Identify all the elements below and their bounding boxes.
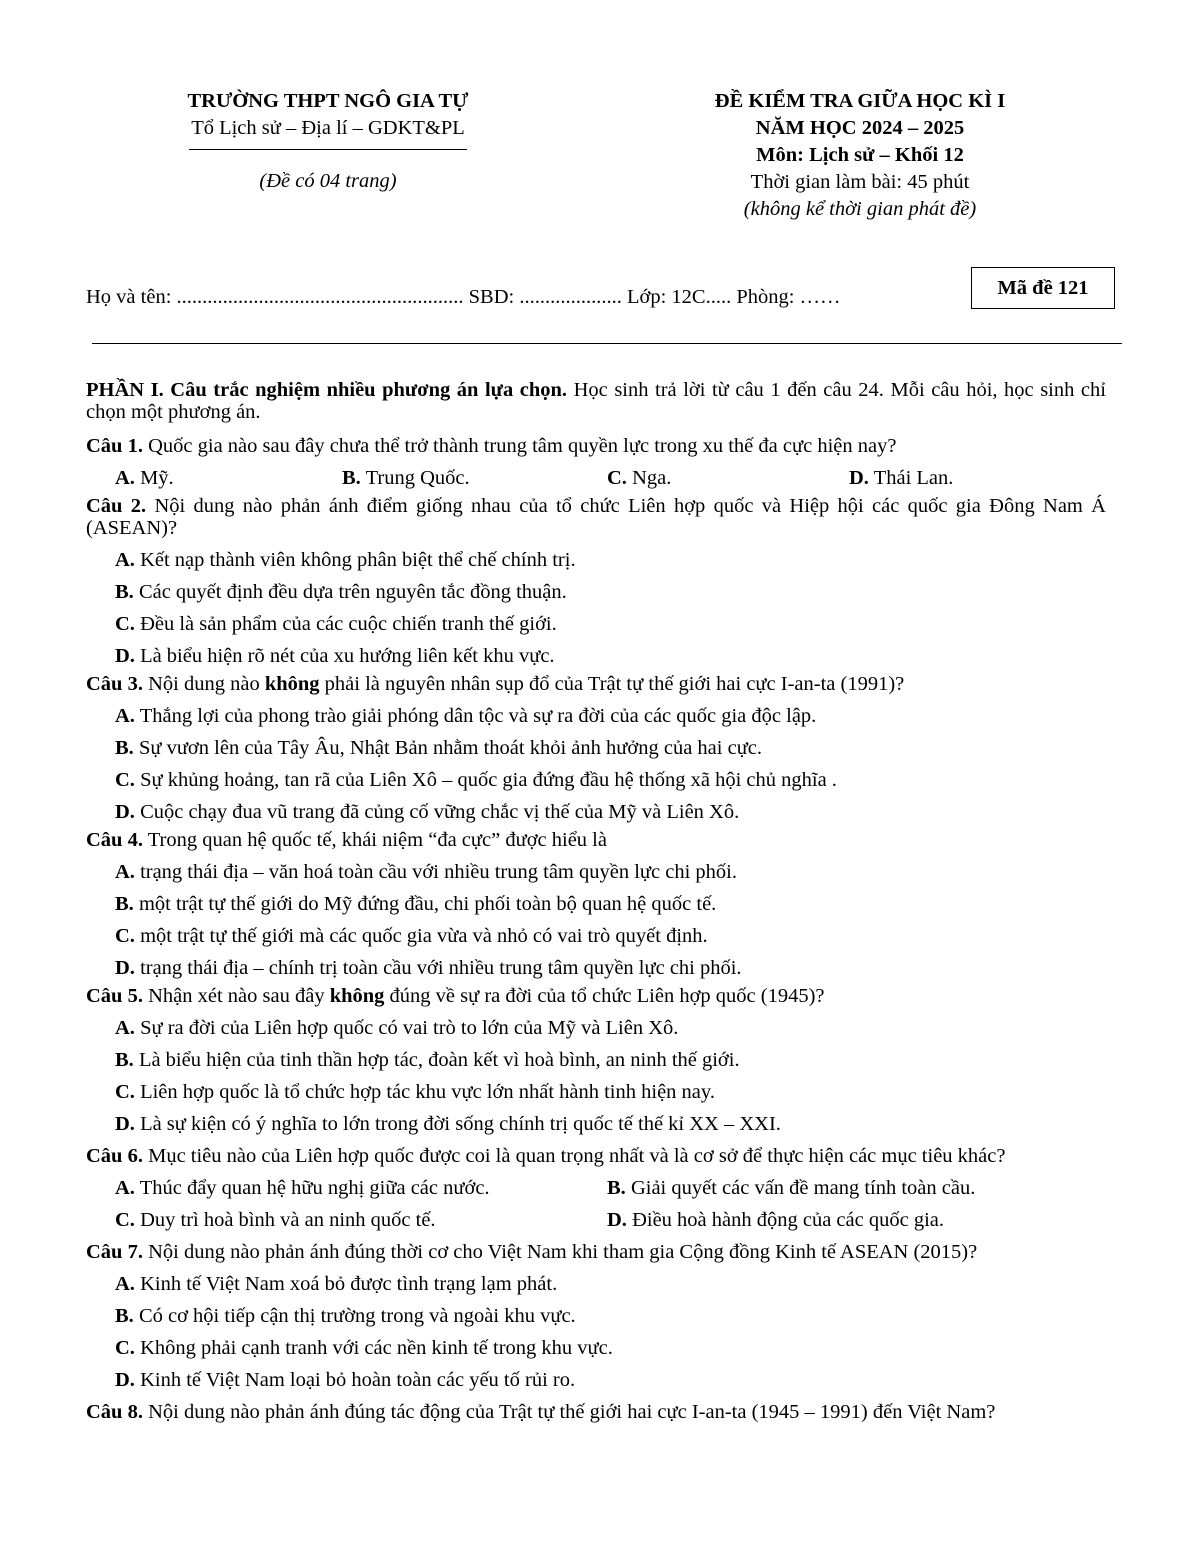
option-d bbox=[849, 467, 953, 489]
option-text: Sự khủng hoảng, tan rã của Liên Xô – quốc gia đứng đầu hệ thống xã hội chủ nghĩa . bbox=[134, 769, 837, 791]
question-emphasis: không bbox=[329, 985, 385, 1007]
school-name: TRƯỜNG THPT NGÔ GIA TỰ bbox=[187, 90, 469, 112]
header-right bbox=[660, 88, 1060, 223]
question-6-options-row-2 bbox=[115, 1209, 1106, 1231]
option-label: A. bbox=[115, 705, 135, 727]
option-text: Là biểu hiện rõ nét của xu hướng liên kết khu vực. bbox=[134, 645, 555, 667]
option-label: D. bbox=[115, 1369, 135, 1391]
option-c bbox=[115, 613, 1106, 635]
option-label: A. bbox=[115, 1017, 135, 1039]
option-b bbox=[115, 1305, 1106, 1327]
option-a bbox=[115, 549, 1106, 571]
question-6 bbox=[86, 1145, 1106, 1167]
header-divider bbox=[189, 149, 467, 150]
question-number: Câu 5. bbox=[86, 985, 143, 1007]
question-emphasis: không bbox=[264, 673, 320, 695]
option-label: A. bbox=[115, 549, 135, 571]
exam-title: ĐỀ KIỂM TRA GIỮA HỌC KÌ I bbox=[714, 90, 1006, 112]
option-c bbox=[115, 1337, 1106, 1359]
option-b bbox=[607, 1177, 1099, 1199]
option-label: B. bbox=[342, 467, 361, 489]
option-label: C. bbox=[115, 613, 135, 635]
question-5 bbox=[86, 985, 1106, 1007]
question-8 bbox=[86, 1401, 1106, 1423]
option-d bbox=[115, 1369, 1106, 1391]
option-b bbox=[115, 737, 1106, 759]
option-label: D. bbox=[849, 467, 869, 489]
section-instruction: Học sinh trả lời từ câu 1 đến câu 24. Mỗi câu hỏi, học sinh chỉ chọn một phương án. bbox=[86, 379, 1106, 423]
option-label: B. bbox=[115, 737, 134, 759]
option-text: Mỹ. bbox=[134, 467, 174, 489]
option-label: A. bbox=[115, 861, 135, 883]
option-label: C. bbox=[115, 1209, 135, 1231]
option-label: C. bbox=[115, 1081, 135, 1103]
school-year: NĂM HỌC 2024 – 2025 bbox=[755, 117, 965, 139]
duration-line: Thời gian làm bài: 45 phút bbox=[750, 171, 970, 193]
question-text: Nội dung nào phản ánh đúng tác động của Trật tự thế giới hai cực I-an-ta (1945 – 1991) đến Việt Nam? bbox=[142, 1401, 996, 1423]
separator-line bbox=[92, 343, 1122, 344]
option-label: C. bbox=[115, 1337, 135, 1359]
option-label: C. bbox=[607, 467, 627, 489]
option-text: trạng thái địa – văn hoá toàn cầu với nhiều trung tâm quyền lực chi phối. bbox=[134, 861, 737, 883]
question-number: Câu 6. bbox=[86, 1145, 143, 1167]
option-c bbox=[115, 925, 1106, 947]
question-text: Nội dung nào phản ánh đúng thời cơ cho Việt Nam khi tham gia Cộng đồng Kinh tế ASEAN (2015)? bbox=[142, 1241, 978, 1263]
option-text: Kinh tế Việt Nam loại bỏ hoàn toàn các yếu tố rủi ro. bbox=[134, 1369, 576, 1391]
option-text: Liên hợp quốc là tổ chức hợp tác khu vực lớn nhất hành tinh hiện nay. bbox=[134, 1081, 715, 1103]
student-info-line: Họ và tên: ........................................................ SBD: .................... Lớp: 12C..... Phòng: …… bbox=[86, 286, 841, 308]
option-text: Có cơ hội tiếp cận thị trường trong và ngoài khu vực. bbox=[133, 1305, 576, 1327]
exam-code-box: Mã đề 121 bbox=[971, 267, 1115, 309]
option-text: Nga. bbox=[626, 467, 672, 489]
question-text: Mục tiêu nào của Liên hợp quốc được coi là quan trọng nhất và là cơ sở để thực hiện các mục tiêu khác? bbox=[142, 1145, 1006, 1167]
question-text: phải là nguyên nhân sụp đổ của Trật tự thế giới hai cực I-an-ta (1991)? bbox=[319, 673, 905, 695]
option-label: A. bbox=[115, 467, 135, 489]
duration-note: (không kể thời gian phát đề) bbox=[743, 198, 977, 220]
question-text: Nhận xét nào sau đây bbox=[142, 985, 330, 1007]
option-label: D. bbox=[115, 645, 135, 667]
option-text: Không phải cạnh tranh với các nền kinh tế trong khu vực. bbox=[134, 1337, 613, 1359]
option-d bbox=[115, 957, 1106, 979]
option-label: D. bbox=[115, 801, 135, 823]
question-text: Nội dung nào bbox=[142, 673, 265, 695]
question-text: Trong quan hệ quốc tế, khái niệm “đa cực” được hiểu là bbox=[142, 829, 607, 851]
question-number: Câu 4. bbox=[86, 829, 143, 851]
question-number: Câu 2. bbox=[86, 495, 147, 517]
option-text: Giải quyết các vấn đề mang tính toàn cầu. bbox=[625, 1177, 976, 1199]
option-label: A. bbox=[115, 1177, 135, 1199]
option-c bbox=[607, 467, 849, 489]
section-title: PHẦN I. Câu trắc nghiệm nhiều phương án lựa chọn. bbox=[86, 379, 568, 401]
option-label: D. bbox=[115, 957, 135, 979]
option-label: B. bbox=[115, 1049, 134, 1071]
option-c bbox=[115, 1081, 1106, 1103]
question-number: Câu 8. bbox=[86, 1401, 143, 1423]
option-text: Sự ra đời của Liên hợp quốc có vai trò to lớn của Mỹ và Liên Xô. bbox=[134, 1017, 679, 1039]
option-b bbox=[115, 893, 1106, 915]
option-label: B. bbox=[607, 1177, 626, 1199]
option-label: C. bbox=[115, 925, 135, 947]
option-text: Sự vươn lên của Tây Âu, Nhật Bản nhằm thoát khỏi ảnh hưởng của hai cực. bbox=[133, 737, 763, 759]
exam-content bbox=[86, 379, 1106, 1423]
option-text: một trật tự thế giới do Mỹ đứng đầu, chi phối toàn bộ quan hệ quốc tế. bbox=[133, 893, 717, 915]
option-label: D. bbox=[607, 1209, 627, 1231]
option-text: Các quyết định đều dựa trên nguyên tắc đồng thuận. bbox=[133, 581, 567, 603]
option-text: Thái Lan. bbox=[868, 467, 954, 489]
question-3 bbox=[86, 673, 1106, 695]
question-number: Câu 3. bbox=[86, 673, 143, 695]
option-d bbox=[607, 1209, 1099, 1231]
question-text: Nội dung nào phản ánh điểm giống nhau của tổ chức Liên hợp quốc và Hiệp hội các quốc gia Đông Nam Á (ASEAN)? bbox=[86, 495, 1106, 539]
question-text: đúng về sự ra đời của tổ chức Liên hợp quốc (1945)? bbox=[384, 985, 825, 1007]
option-text: Đều là sản phẩm của các cuộc chiến tranh thế giới. bbox=[134, 613, 557, 635]
option-a bbox=[115, 1273, 1106, 1295]
option-d bbox=[115, 645, 1106, 667]
option-text: Là sự kiện có ý nghĩa to lớn trong đời sống chính trị quốc tế thế kỉ XX – XXI. bbox=[134, 1113, 781, 1135]
question-number: Câu 1. bbox=[86, 435, 143, 457]
option-b bbox=[115, 581, 1106, 603]
option-text: Thắng lợi của phong trào giải phóng dân tộc và sự ra đời của các quốc gia độc lập. bbox=[134, 705, 817, 727]
option-a bbox=[115, 467, 342, 489]
question-1 bbox=[86, 435, 1106, 457]
option-a bbox=[115, 705, 1106, 727]
option-label: B. bbox=[115, 581, 134, 603]
option-label: B. bbox=[115, 1305, 134, 1327]
option-label: B. bbox=[115, 893, 134, 915]
option-c bbox=[115, 1209, 607, 1231]
question-text: Quốc gia nào sau đây chưa thể trở thành trung tâm quyền lực trong xu thế đa cực hiện nay? bbox=[142, 435, 897, 457]
question-4 bbox=[86, 829, 1106, 851]
option-text: Trung Quốc. bbox=[360, 467, 470, 489]
pages-note: (Đề có 04 trang) bbox=[259, 170, 397, 192]
option-d bbox=[115, 1113, 1106, 1135]
section-intro bbox=[86, 379, 1106, 423]
header-left bbox=[118, 88, 538, 195]
option-a bbox=[115, 1017, 1106, 1039]
option-text: Duy trì hoà bình và an ninh quốc tế. bbox=[134, 1209, 436, 1231]
option-text: Kết nạp thành viên không phân biệt thể chế chính trị. bbox=[134, 549, 576, 571]
option-b bbox=[342, 467, 607, 489]
question-2 bbox=[86, 495, 1106, 539]
option-a bbox=[115, 1177, 607, 1199]
option-label: A. bbox=[115, 1273, 135, 1295]
option-text: Kinh tế Việt Nam xoá bỏ được tình trạng lạm phát. bbox=[134, 1273, 558, 1295]
option-text: Thúc đẩy quan hệ hữu nghị giữa các nước. bbox=[134, 1177, 490, 1199]
question-6-options-row-1 bbox=[115, 1177, 1106, 1199]
department-name: Tổ Lịch sử – Địa lí – GDKT&PL bbox=[191, 117, 465, 139]
option-b bbox=[115, 1049, 1106, 1071]
option-text: trạng thái địa – chính trị toàn cầu với nhiều trung tâm quyền lực chi phối. bbox=[134, 957, 742, 979]
subject-line: Môn: Lịch sử – Khối 12 bbox=[756, 144, 964, 166]
option-d bbox=[115, 801, 1106, 823]
option-text: Là biểu hiện của tinh thần hợp tác, đoàn kết vì hoà bình, an ninh thế giới. bbox=[133, 1049, 740, 1071]
question-number: Câu 7. bbox=[86, 1241, 143, 1263]
option-text: Điều hoà hành động của các quốc gia. bbox=[626, 1209, 944, 1231]
option-c bbox=[115, 769, 1106, 791]
question-7 bbox=[86, 1241, 1106, 1263]
option-label: C. bbox=[115, 769, 135, 791]
option-text: Cuộc chạy đua vũ trang đã củng cố vững chắc vị thế của Mỹ và Liên Xô. bbox=[134, 801, 740, 823]
option-text: một trật tự thế giới mà các quốc gia vừa và nhỏ có vai trò quyết định. bbox=[134, 925, 708, 947]
question-1-options bbox=[115, 467, 1106, 489]
option-label: D. bbox=[115, 1113, 135, 1135]
option-a bbox=[115, 861, 1106, 883]
